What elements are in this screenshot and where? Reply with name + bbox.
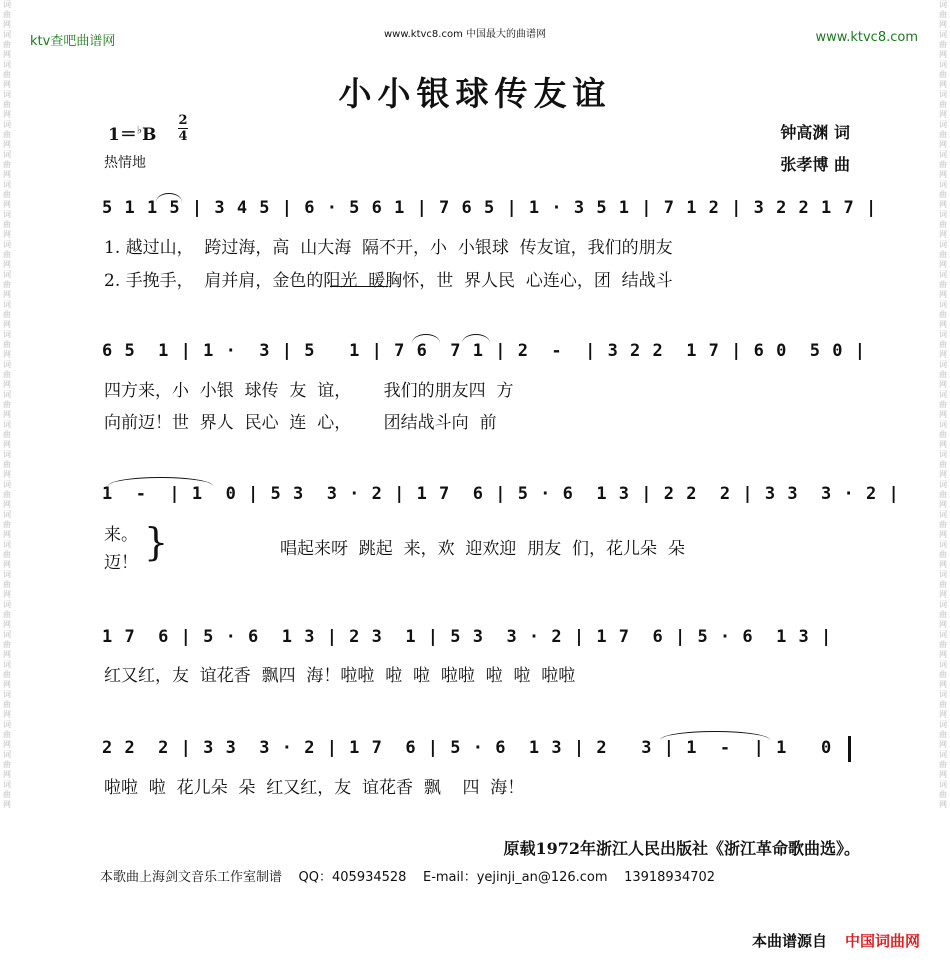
time-bottom: 4	[178, 129, 188, 144]
composer: 张孝博 曲	[780, 155, 850, 174]
notation-line-5: 2 2 2 | 3 3 3 · 2 | 1 7 6 | 5 · 6 1 3 | 2 3 | 1 - | 1 0	[102, 738, 833, 758]
studio-credit: 本歌曲上海剑文音乐工作室制谱	[100, 870, 283, 885]
verse-brace: }	[144, 520, 169, 564]
notation-line-2: 6 5 1 | 1 · 3 | 5 1 | 7 6 7 1 | 2 - | 3 2 2 1 7 | 6 0 5 0 |	[102, 341, 866, 361]
left-watermark-strip: 词曲网词曲网词曲网词曲网词曲网词曲网词曲网词曲网词曲网词曲网词曲网词曲网词曲网词曲网词曲网词曲网词曲网词曲网词曲网词曲网词曲网词曲网词曲网词曲网词曲网词曲网词曲网	[3, 0, 11, 809]
lyrics-verse-1-line-1: 1. 越过山， 跨过海，高 山大海 隔不开，小 小银球 传友谊，我们的朋友	[104, 238, 673, 258]
tie-arc	[660, 731, 770, 740]
lyrics-verse-2-line-2: 向前迈！世 界人 民心 连 心， 团结战斗向 前	[104, 413, 497, 433]
qq-number: QQ：405934528	[298, 870, 407, 885]
notation-line-4: 1 7 6 | 5 · 6 1 3 | 2 3 1 | 5 3 3 · 2 | 1 7 6 | 5 · 6 1 3 |	[102, 627, 833, 647]
lyricist: 钟高渊 词	[780, 123, 850, 142]
time-top: 2	[178, 113, 188, 128]
lyrics-line-4: 红又红，友 谊花香 飘四 海！啦啦 啦 啦 啦啦 啦 啦 啦啦	[104, 666, 576, 686]
notation-line-1: 5 1 1 5 | 3 4 5 | 6 · 5 6 1 | 7 6 5 | 1 · 3 5 1 | 7 1 2 | 3 2 2 1 7 |	[102, 198, 878, 218]
footer-prefix: 本曲谱源自	[751, 932, 827, 950]
refrain-lyrics-line-3: 唱起来呀 跳起 来，欢 迎欢迎 朋友 们，花儿朵 朵	[280, 539, 685, 559]
flat-icon: ♭	[136, 123, 143, 137]
right-watermark-strip: 词曲网词曲网词曲网词曲网词曲网词曲网词曲网词曲网词曲网词曲网词曲网词曲网词曲网词曲网词曲网词曲网词曲网词曲网词曲网词曲网词曲网词曲网词曲网词曲网词曲网词曲网词曲网	[939, 0, 947, 809]
key-signature	[108, 120, 156, 145]
slur-arc	[156, 193, 182, 202]
phone-number: 13918934702	[624, 870, 716, 885]
slur-arc	[462, 334, 490, 343]
slur-arc	[412, 334, 440, 343]
footer-brand-link[interactable]: 中国词曲网	[844, 932, 920, 950]
source-note: 原载1972年浙江人民出版社《浙江革命歌曲选》。	[503, 839, 860, 858]
key-prefix: 1＝	[108, 125, 137, 145]
lyrics-verse-2-line-1: 2. 手挽手， 肩并肩，金色的阳光 暖胸怀，世 界人民 心连心，团 结战斗	[104, 271, 673, 291]
key-note: B	[142, 125, 157, 145]
tempo-marking: 热情地	[104, 155, 146, 171]
lyric-underline	[330, 286, 388, 287]
header-site-right[interactable]: www.ktvc8.com	[815, 30, 918, 45]
lyrics-verse-1-line-2: 四方来，小 小银 球传 友 谊， 我们的朋友四 方	[104, 381, 514, 401]
notation-line-3: 1 - | 1 0 | 5 3 3 · 2 | 1 7 6 | 5 · 6 1 3 | 2 2 2 | 3 3 3 · 2 |	[102, 484, 900, 504]
email-address[interactable]: E-mail：yejinji_an@126.com	[422, 870, 608, 885]
header-site-left[interactable]: ktv查吧曲谱网	[30, 34, 116, 49]
credits-line	[100, 866, 715, 885]
ending-verse-1: 来。	[104, 525, 138, 545]
lyrics-line-5: 啦啦 啦 花儿朵 朵 红又红，友 谊花香 飘 四 海！	[104, 778, 525, 798]
footer-source	[752, 930, 920, 951]
ending-verse-2: 迈！	[104, 553, 138, 573]
song-title: 小小银球传友谊	[338, 74, 612, 113]
final-barline	[848, 736, 851, 762]
header-site-center[interactable]: www.ktvc8.com 中国最大的曲谱网	[384, 29, 547, 40]
time-signature	[178, 114, 188, 143]
